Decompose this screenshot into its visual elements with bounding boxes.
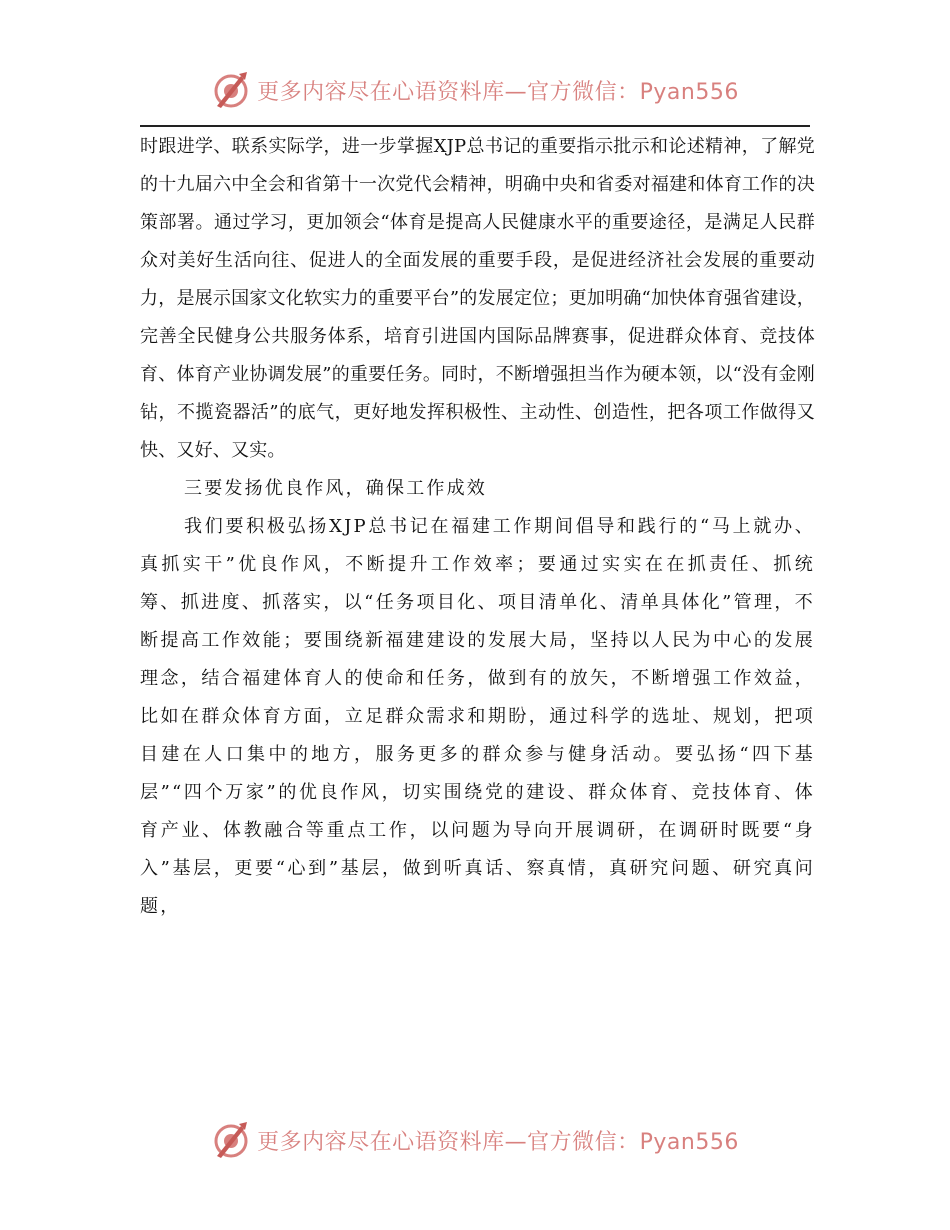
- body-paragraph-2: 我们要积极弘扬XJP总书记在福建工作期间倡导和践行的“马上就办、真抓实干”优良作风，不断提升工作效率；要通过实实在在抓责任、抓统筹、抓进度、抓落实，以“任务项目化、项目清单化、清单具体化”管理，不断提高工作效能；要围绕新福建建设的发展大局，坚持以人民为中心的发展理念，结合福建体育人的使命和任务，做到有的放矢，不断增强工作效益，比如在群众体育方面，立足群众需求和期盼，通过科学的选址、规划，把项目建在人口集中的地方，服务更多的群众参与健身活动。要弘扬“四下基层”“四个万家”的优良作风，切实围绕党的建设、群众体育、竞技体育、体育产业、体教融合等重点工作，以问题为导向开展调研，在调研时既要“身入”基层，更要“心到”基层，做到听真话、察真情，真研究问题、研究真问题，: [140, 516, 815, 917]
- header-watermark-text: 更多内容尽在心语资料库—官方微信：Pyan556: [257, 79, 739, 105]
- header-divider: [140, 125, 810, 127]
- quill-seal-icon: [211, 1120, 251, 1160]
- footer-watermark-text: 更多内容尽在心语资料库—官方微信：Pyan556: [257, 1129, 739, 1155]
- quill-seal-icon: [211, 70, 251, 110]
- document-body: [140, 128, 815, 926]
- body-paragraph-1: 时跟进学、联系实际学，进一步掌握XJP总书记的重要指示批示和论述精神，了解党的十九届六中全会和省第十一次党代会精神，明确中央和省委对福建和体育工作的决策部署。通过学习，更加领会“体育是提高人民健康水平的重要途径，是满足人民群众对美好生活向往、促进人的全面发展的重要手段，是促进经济社会发展的重要动力，是展示国家文化软实力的重要平台”的发展定位；更加明确“加快体育强省建设，完善全民健身公共服务体系，培育引进国内国际品牌赛事，促进群众体育、竞技体育、体育产业协调发展”的重要任务。同时，不断增强担当作为硬本领，以“没有金刚钻，不揽瓷器活”的底气，更好地发挥积极性、主动性、创造性，把各项工作做得又快、又好、又实。: [140, 136, 815, 461]
- header-watermark: [0, 62, 950, 118]
- footer-watermark: [0, 1112, 950, 1168]
- section-heading-3: 三要发扬优良作风，确保工作成效: [184, 478, 487, 499]
